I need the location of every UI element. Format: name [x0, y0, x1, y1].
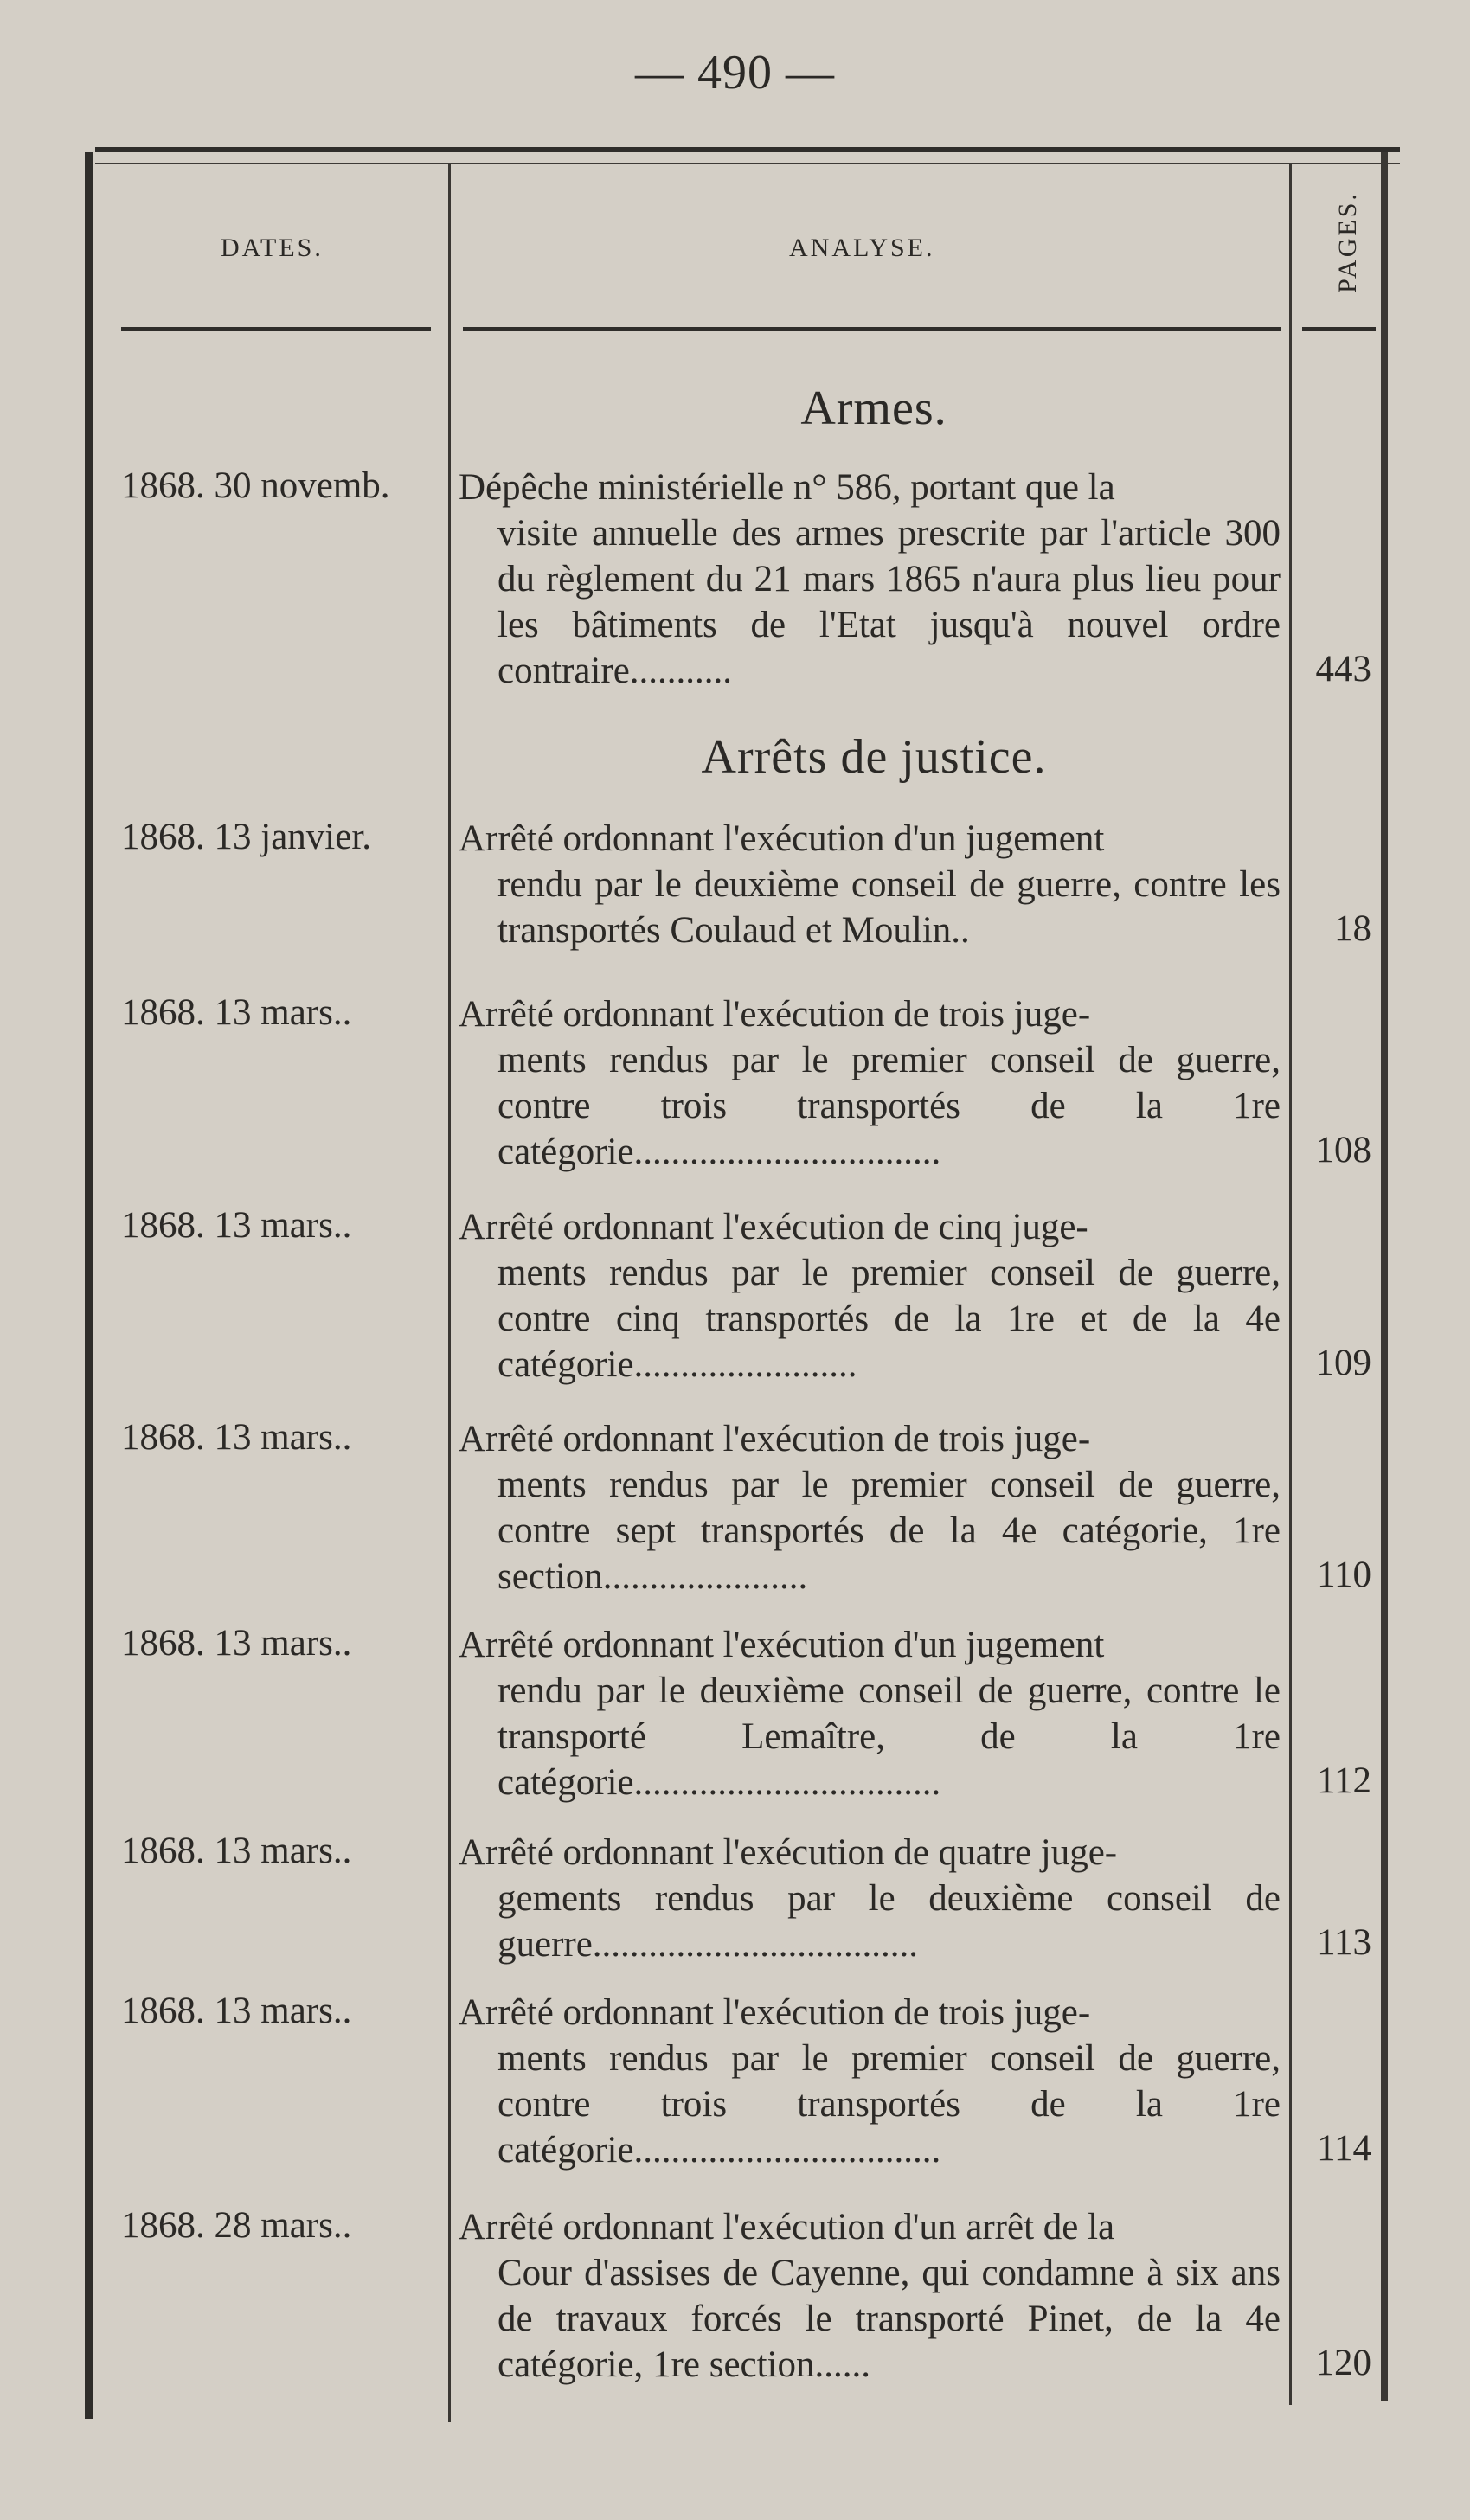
entry-page: 110 [1317, 1555, 1371, 1595]
entry-analysis: Arrêté ordonnant l'exécution de trois juge- ments rendus par le premier conseil de guerre, contre trois transportés de la 1re catégorie................................. [459, 994, 1281, 1172]
entry-page: 112 [1317, 1760, 1371, 1801]
entry-analysis: Arrêté ordonnant l'exécution de trois juge- ments rendus par le premier conseil de guerre, contre trois transportés de la 1re catégorie................................. [459, 1992, 1281, 2171]
column-divider-dates [448, 164, 451, 2422]
entry-page: 120 [1315, 2343, 1371, 2383]
entry-page: 113 [1317, 1922, 1371, 1963]
table-top-border [95, 147, 1400, 164]
entry-analysis: Arrêté ordonnant l'exécution de cinq juge- ments rendus par le premier conseil de guerre, contre cinq transportés de la 1re et de la 4e catégorie........................ [459, 1207, 1281, 1385]
entry-date: 1868. 13 mars.. [121, 1831, 352, 1871]
entry-analysis: Arrêté ordonnant l'exécution d'un jugement rendu par le deuxième conseil de guerre, contre le transporté Lemaître, de la 1re catégorie................................. [459, 1625, 1281, 1803]
entry-analysis: Arrêté ordonnant l'exécution de quatre juge- gements rendus par le deuxième conseil de guerre................................... [459, 1832, 1281, 1965]
section-title-armes: Armes. [800, 382, 947, 435]
entry-date: 1868. 28 mars.. [121, 2205, 352, 2246]
entry-page: 108 [1315, 1130, 1371, 1170]
table-left-border [85, 152, 93, 2419]
entry-date: 1868. 13 mars.. [121, 1417, 352, 1458]
entry-date: 1868. 30 novemb. [121, 465, 390, 506]
header-dates: DATES. [221, 234, 324, 262]
entry-analysis: Arrêté ordonnant l'exécution d'un jugement rendu par le deuxième conseil de guerre, contre les transportés Coulaud et Moulin.. [459, 818, 1281, 951]
table-right-border [1381, 152, 1388, 2401]
entry-page: 18 [1334, 908, 1371, 949]
header-analyse: ANALYSE. [789, 234, 935, 262]
section-title-arrets: Arrêts de justice. [701, 730, 1047, 784]
entry-page: 109 [1315, 1343, 1371, 1383]
page-number: — 490 — [635, 46, 835, 99]
header-pages: PAGES. [1333, 191, 1362, 293]
entry-date: 1868. 13 mars.. [121, 1623, 352, 1664]
column-divider-pages [1289, 164, 1292, 2405]
entry-analysis: Arrêté ordonnant l'exécution de trois juge- ments rendus par le premier conseil de guerre, contre sept transportés de la 4e catégorie, 1re section...................... [459, 1419, 1281, 1597]
header-rule-pages [1302, 327, 1376, 331]
header-rule-dates [121, 327, 431, 331]
entry-date: 1868. 13 mars.. [121, 992, 352, 1033]
entry-page: 114 [1317, 2128, 1371, 2169]
header-rule-analyse [463, 327, 1281, 331]
entry-date: 1868. 13 janvier. [121, 817, 372, 857]
entry-analysis: Arrêté ordonnant l'exécution d'un arrêt de la Cour d'assises de Cayenne, qui condamne à six ans de travaux forcés le transporté Pinet, de la 4e catégorie, 1re section...... [459, 2207, 1281, 2385]
entry-date: 1868. 13 mars.. [121, 1205, 352, 1246]
entry-date: 1868. 13 mars.. [121, 1991, 352, 2031]
entry-analysis: Dépêche ministérielle n° 586, portant que la visite annuelle des armes prescrite par l'article 300 du règlement du 21 mars 1865 n'aura plus lieu pour les bâtiments de l'Etat jusqu'à nouvel ordre contraire........... [459, 467, 1281, 691]
entry-page: 443 [1315, 649, 1371, 689]
